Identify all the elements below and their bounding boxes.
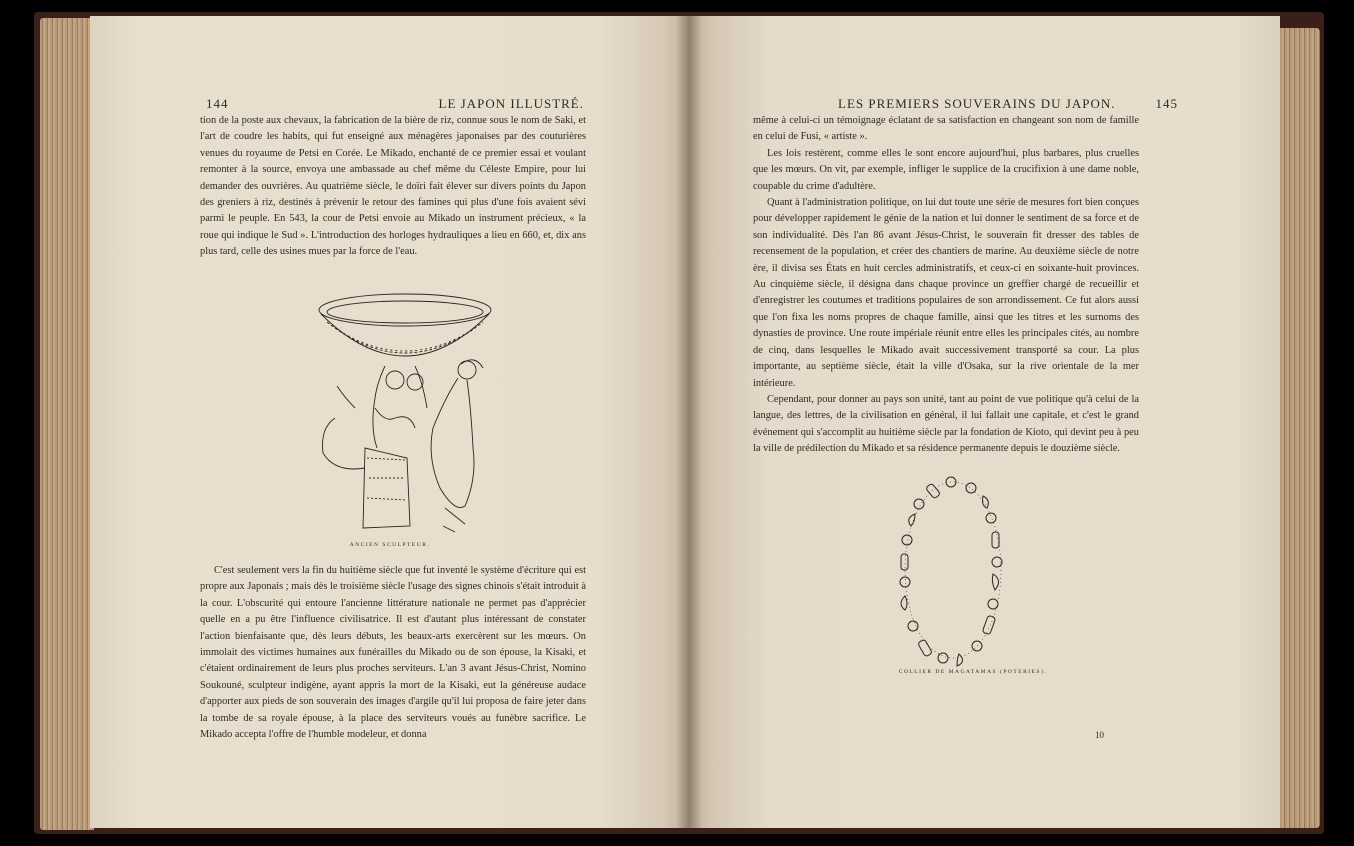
left-text-bottom <box>200 563 586 743</box>
right-page <box>688 16 1280 828</box>
paragraph: même à celui-ci un témoignage éclatant de sa satisfaction en changeant son nom de famille en celui de Fusi, « artiste ». <box>753 115 1139 143</box>
right-text <box>753 113 1139 458</box>
running-head-right: LES PREMIERS SOUVERAINS DU JAPON. <box>838 96 1116 111</box>
right-page-header <box>838 96 1178 112</box>
signature-mark: 10 <box>1095 730 1104 740</box>
page-edges-left <box>40 18 94 830</box>
left-page <box>90 16 688 828</box>
gutter <box>676 16 702 828</box>
page-number-right: 145 <box>1155 96 1178 111</box>
paragraph: C'est seulement vers la fin du huitième siècle que fut inventé le système d'écriture qui est propre aux Japonais ; mais dès le troisième siècle l'usage des signes chinois s'était introduit à la cour. L'obscurité qui entoure l'ancienne littérature nationale ne permet pas d'apprécier quelle en a pu être l'influence civilisatrice. Il est d'autant plus intéressant de constater l'action bienfaisante que, dès leurs débuts, les beaux-arts exercèrent sur les mœurs. On immolait des victimes humaines aux funérailles du Mikado ou de son épouse, la Kisaki, et c'étaient ordinairement de leurs plus proches serviteurs. L'an 3 avant Jésus-Christ, Nomino Soukouné, sculpteur indigène, ayant appris la mort de la Kisaki, eut la généreuse audace d'apporter aux pieds de son souverain des images d'argile qu'il lui proposa de faire jeter dans la tombe de sa royale épouse, à la place des serviteurs voués au funèbre sacrifice. Le Mikado accepta l'offre de l'humble modeleur, et donna <box>200 565 586 741</box>
left-text-top <box>200 113 586 261</box>
paragraph: Quant à l'administration politique, on lui dut toute une série de mesures fort bien conçues pour développer rapidement le génie de la nation et lui donner le sentiment de sa force et de son individualité. Dès l'an 86 avant Jésus-Christ, le souverain fit dresser des tables de recensement de la population, et créer des chantiers de marine. Au deuxième siècle de notre ère, il divisa ses États en huit cercles administratifs, et ceux-ci en soixante-huit provinces. Au cinquième siècle, il désigna dans chaque province un greffier chargé de recueillir et d'enregistrer les coutumes et traditions populaires de son arrondissement. Ce fut alors aussi que l'on fixa les noms propres de chaque famille, ainsi que les titres et les surnoms des dynasties de province. Une route impériale réunit entre elles les principales cités, au nombre de cinq, dans lesquelles le Mikado avait successivement transporté sa cour. La plus importante, au septième siècle, était la ville d'Osaka, sur la rive orientale de la mer intérieure. <box>753 197 1139 389</box>
paragraph: Cependant, pour donner au pays son unité, tant au point de vue politique qu'à celui de la langue, des lettres, de la civilisation en général, il lui fallait une capitale, et c'est le grand événement qui s'accomplit au huitième siècle par la fondation de Kioto, qui devint peu à peu la ville de prédilection du Mikado et sa résidence permanente depuis le douzième siècle. <box>753 393 1139 455</box>
illustration-caption-left: ANCIEN SCULPTEUR. <box>349 542 431 548</box>
paragraph: Les lois restèrent, comme elles le sont encore aujourd'hui, plus barbares, plus cruelles que les mœurs. On vit, par exemple, infliger le supplice de la crucifixion à une dame noble, coupable du crime d'adultère. <box>753 147 1139 192</box>
paragraph: tion de la poste aux chevaux, la fabrication de la bière de riz, connue sous le nom de Saki, et l'art de coudre les habits, qui fut enseigné aux ménagères japonaises par des couturières venues du royaume de Petsi en Corée. Le Mikado, enchanté de ce premier essai et voulant remonter à la source, envoya une ambassade au chef même du Céleste Empire, pour lui demander des ouvrières. Au quatrième siècle, le doïri fait élever sur divers points du Japon des greniers à riz, destinés à prévenir le retour des famines qui plus d'une fois avaient sévi parmi le peuple. En 543, la cour de Petsi envoie au Mikado un instrument précieux, « la roue qui indique le Sud ». L'introduction des horloges hydrauliques a lieu en 660, et, dix ans plus tard, celle des usines mues par la force de l'eau. <box>200 115 586 258</box>
page-number-left: 144 <box>206 96 229 111</box>
running-head-left: LE JAPON ILLUSTRÉ. <box>438 96 584 111</box>
illustration-caption-right: COLLIER DE MAGATAMAS (POTERIES). <box>898 669 1048 675</box>
sculptor-illustration <box>315 288 495 538</box>
magatama-necklace-illustration <box>893 470 1013 670</box>
left-page-header <box>206 96 584 112</box>
